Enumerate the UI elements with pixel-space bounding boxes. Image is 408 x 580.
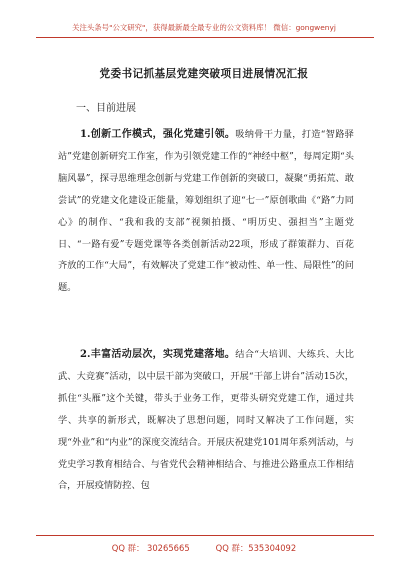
- paragraph-2-lead: 2.丰富活动层次，实现党建落地。: [80, 349, 236, 360]
- paragraph-2-body: 结合“大培训、大练兵、大比武、大竞赛”活动，以中层干部为突破口，开展“干部上讲台”活动15次，抓住“头雁”这个关键，带头于业务工作，更带头研究党建工作，通过共学、共享的新形式，既解决了思想问题，同时又解决了工作问题，实现“外业”和“内业”的深度交流结合。开展庆祝建党101周年系列活动，与党史学习教育相结合、与省党代会精神相结合、与推进公路重点工作相结合，开展疫情防控、包: [58, 349, 354, 492]
- paragraph-1: [58, 124, 354, 299]
- header-divider: [36, 37, 374, 38]
- footer-divider: [36, 535, 374, 536]
- header-banner: 关注头条号"公文研究"，获得最新最全最专业的公文资料库！ 微信：gongwenyj: [72, 23, 336, 32]
- paragraph-1-lead: 1.创新工作模式，强化党建引领。: [80, 129, 236, 140]
- document-title: 党委书记抓基层党建突破项目进展情况汇报: [99, 68, 309, 80]
- footer-qq-group-1: QQ 群： 30265665: [111, 543, 190, 553]
- footer-qq-group-2: QQ 群：535304092: [215, 543, 297, 553]
- section-heading: 一、目前进展: [76, 103, 136, 114]
- footer: [0, 542, 408, 554]
- paragraph-1-body: 吸纳骨干力量，打造“智路驿站”党建创新研究工作室，作为引领党建工作的“神经中枢”，每周定期“头脑风暴”，探寻思维理念创新与党建工作创新的突破口，凝聚“勇拓荒、敢尝试”的党建文化建设正能量，筹划组织了迎“七一”原创歌曲《“路”力同心》的制作、“我和我的支部”视频拍摄、“明历史、强担当”主题党日、“一路有爱”专题党课等各类创新活动22项，形成了群策群力、百花齐放的工作“大局”，有效解决了党建工作“被动性、单一性、局限性”的问题。: [58, 129, 354, 294]
- paragraph-2: [58, 344, 354, 497]
